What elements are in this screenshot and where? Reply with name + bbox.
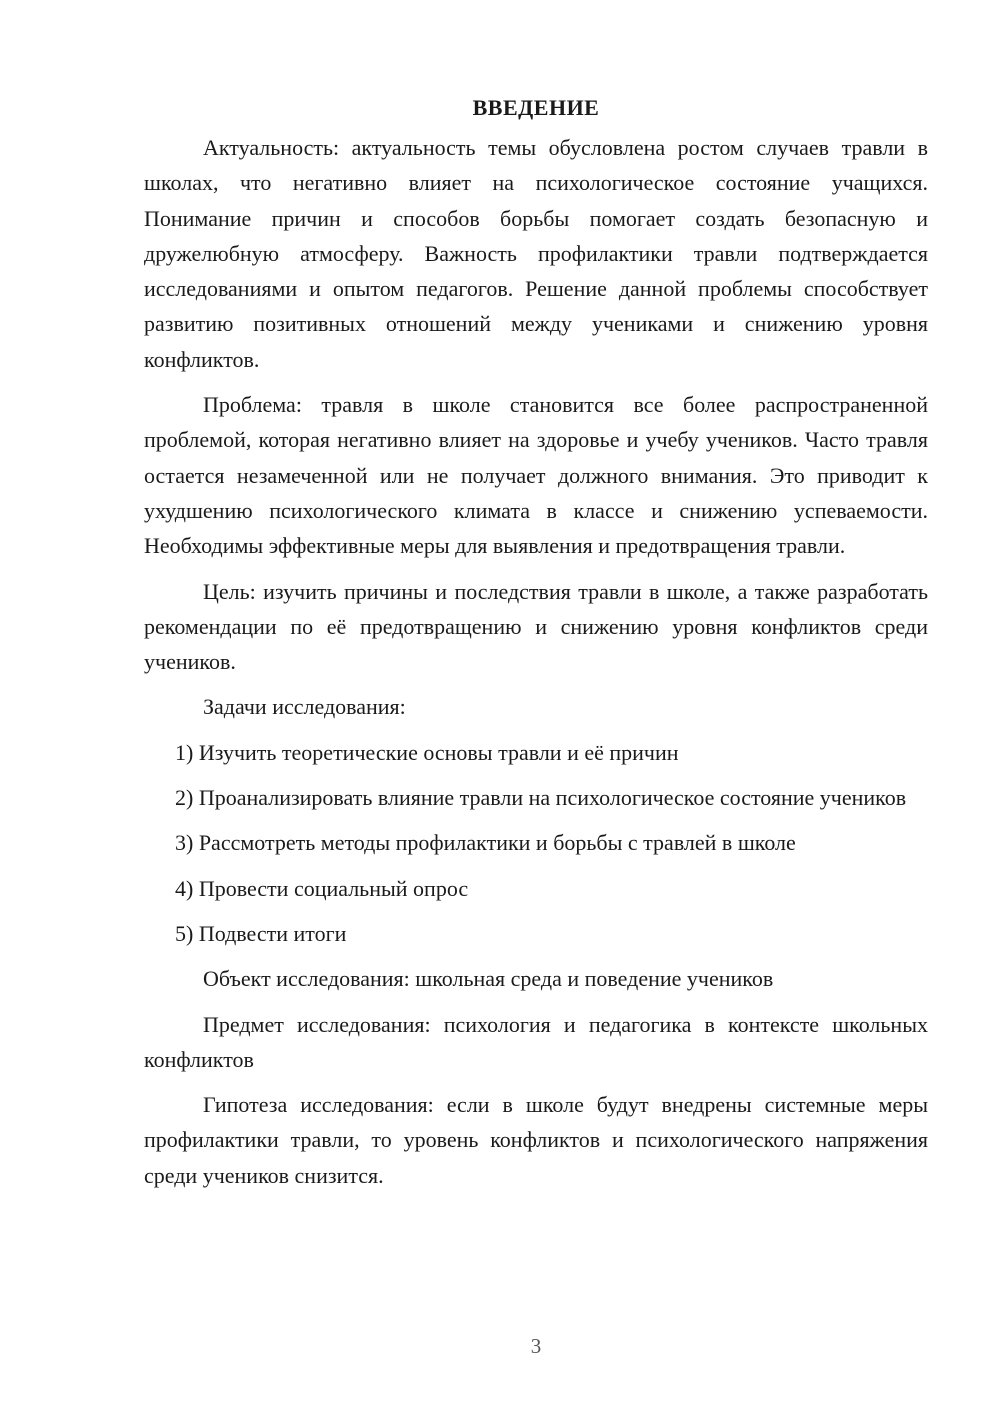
task-item-5: 5) Подвести итоги xyxy=(175,920,347,946)
task-item-1: 1) Изучить теоретические основы травли и её причин xyxy=(175,739,679,765)
document-body xyxy=(144,93,928,1203)
object-paragraph: Объект исследования: школьная среда и поведение учеников xyxy=(203,966,774,992)
task-item-2: 2) Проанализировать влияние травли на психологическое состояние учеников xyxy=(175,785,907,811)
task-item-3: 3) Рассмотреть методы профилактики и борьбы с травлей в школе xyxy=(175,830,796,856)
task-item-4: 4) Провести социальный опрос xyxy=(175,875,469,901)
problem-paragraph: Проблема: травля в школе становится все более распространенной проблемой, которая негативно влияет на здоровье и учебу учеников. Часто травля остается незамеченной или не получает должного внимания. Это приводит к ухудшению психологического климата в классе и снижению успеваемости. Необходимы эффективные меры для выявления и предотвращения травли. xyxy=(144,392,928,559)
relevance-paragraph: Актуальность: актуальность темы обусловлена ростом случаев травли в школах, что негативно влияет на психологическое состояние учащихся. Понимание причин и способов борьбы помогает создать безопасную и дружелюбную атмосферу. Важность профилактики травли подтверждается исследованиями и опытом педагогов. Решение данной проблемы способствует развитию позитивных отношений между учениками и снижению уровня конфликтов. xyxy=(144,135,928,372)
hypothesis-paragraph: Гипотеза исследования: если в школе будут внедрены системные меры профилактики травли, то уровень конфликтов и психологического напряжения среди учеников снизится. xyxy=(144,1092,928,1188)
subject-paragraph: Предмет исследования: психология и педагогика в контексте школьных конфликтов xyxy=(144,1011,928,1072)
goal-paragraph: Цель: изучить причины и последствия травли в школе, а также разработать рекомендации по её предотвращению и снижению уровня конфликтов среди учеников. xyxy=(144,578,928,675)
tasks-heading: Задачи исследования: xyxy=(203,694,406,720)
page-title: ВВЕДЕНИЕ xyxy=(472,95,600,120)
page-number: 3 xyxy=(530,1334,542,1358)
